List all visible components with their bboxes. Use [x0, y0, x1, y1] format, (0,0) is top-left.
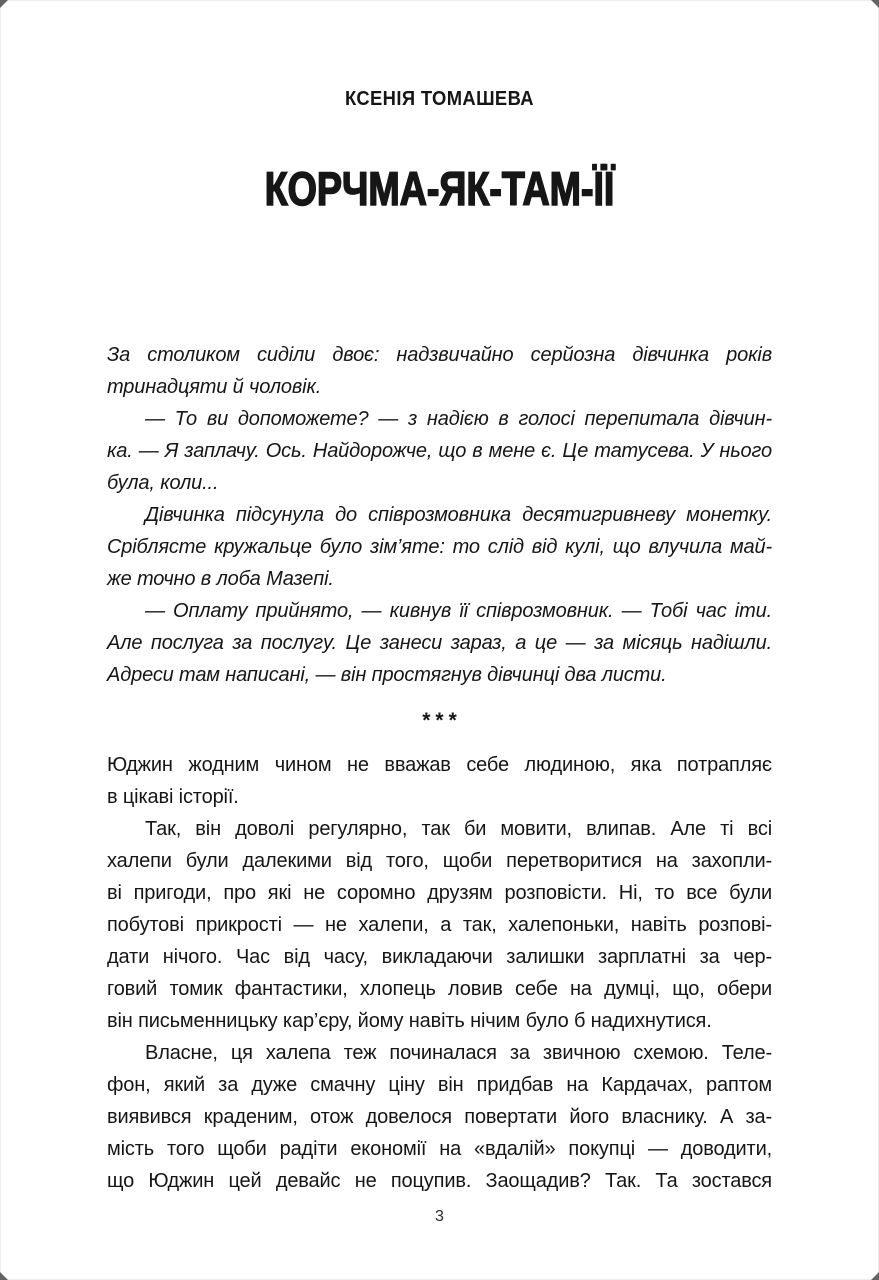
- section-opening-scene: [107, 339, 772, 691]
- text-line: Дівчинка підсунула до співрозмовника десятигривневу монетку.: [145, 504, 772, 526]
- text-line: Юджин жодним чином не вважав себе людиною, яка потрапляє: [107, 754, 772, 776]
- text-line: тринадцяти й чоловік.: [107, 376, 322, 398]
- author-name: КСЕНІЯ ТОМАШЕВА: [345, 88, 534, 110]
- scan-corner-mark: [0, 0, 8, 8]
- text-line: — То ви допоможете? — з надією в голосі перепитала дівчин-: [145, 408, 772, 430]
- text-line: фон, який за дуже смачну ціну він придбав на Кардачах, раптом: [107, 1074, 772, 1096]
- text-line: халепи були далекими від того, щоби перетворитися на захопли-: [107, 850, 772, 872]
- section-separator: ***: [422, 709, 462, 732]
- text-line: побутові прикрості — не халепи, а так, халепоньки, навіть розпові-: [107, 914, 772, 936]
- scan-corner-mark: [871, 0, 879, 8]
- text-line: Сріблясте кружальце було зім’яте: то слід від кулі, що влучила май-: [107, 536, 772, 558]
- text-line: говий томик фантастики, хлопець ловив себе на думці, що, обери: [107, 978, 772, 1000]
- text-line: в цікаві історії.: [107, 786, 239, 808]
- paragraph: [107, 403, 772, 499]
- text-line: же точно в лоба Мазепі.: [107, 568, 334, 590]
- scan-corner-mark: [871, 1272, 879, 1280]
- paragraph: [107, 1037, 772, 1197]
- body-text: [107, 339, 772, 1197]
- text-line: він письменницьку кар’єру, йому навіть нічим було б надихнутися.: [107, 1010, 712, 1032]
- text-line: За столиком сиділи двоє: надзвичайно серйозна дівчинка років: [107, 344, 772, 366]
- text-line: Але послуга за послугу. Це занеси зараз, а це — за місяць надішли.: [107, 632, 772, 654]
- section-main-narrative: [107, 749, 772, 1197]
- paragraph: [107, 813, 772, 1037]
- page-number: 3: [435, 1208, 444, 1225]
- text-line: що Юджин цей девайс не поцупив. Заощадив? Так. Та зостався: [107, 1170, 772, 1192]
- text-line: ві пригоди, про які не соромно друзям розповісти. Ні, то все були: [107, 882, 772, 904]
- paragraph: [107, 595, 772, 691]
- text-line: дати нічого. Час від часу, викладаючи залишки зарплатні за чер-: [107, 946, 772, 968]
- text-line: була, коли...: [107, 472, 219, 494]
- scan-corner-mark: [0, 1272, 8, 1280]
- text-line: виявився краденим, отож довелося повертати його власнику. А за-: [107, 1106, 772, 1128]
- text-line: Власне, ця халепа теж починалася за звичною схемою. Теле-: [145, 1042, 772, 1064]
- paragraph: [107, 499, 772, 595]
- text-line: — Оплату прийнято, — кивнув її співрозмовник. — Тобі час іти.: [145, 600, 772, 622]
- text-line: ка. — Я заплачу. Ось. Найдорожче, що в мене є. Це татусева. У нього: [107, 440, 772, 462]
- paragraph: [107, 339, 772, 403]
- book-title: КОРЧМА-ЯК-ТАМ-ЇЇ: [264, 162, 615, 215]
- paragraph: [107, 749, 772, 813]
- text-line: Адреси там написані, — він простягнув дівчинці два листи.: [107, 664, 667, 686]
- text-line: Так, він доволі регулярно, так би мовити, влипав. Але ті всі: [145, 818, 772, 840]
- text-line: мість того щоби радіти економії на «вдалій» покупці — доводити,: [107, 1138, 772, 1160]
